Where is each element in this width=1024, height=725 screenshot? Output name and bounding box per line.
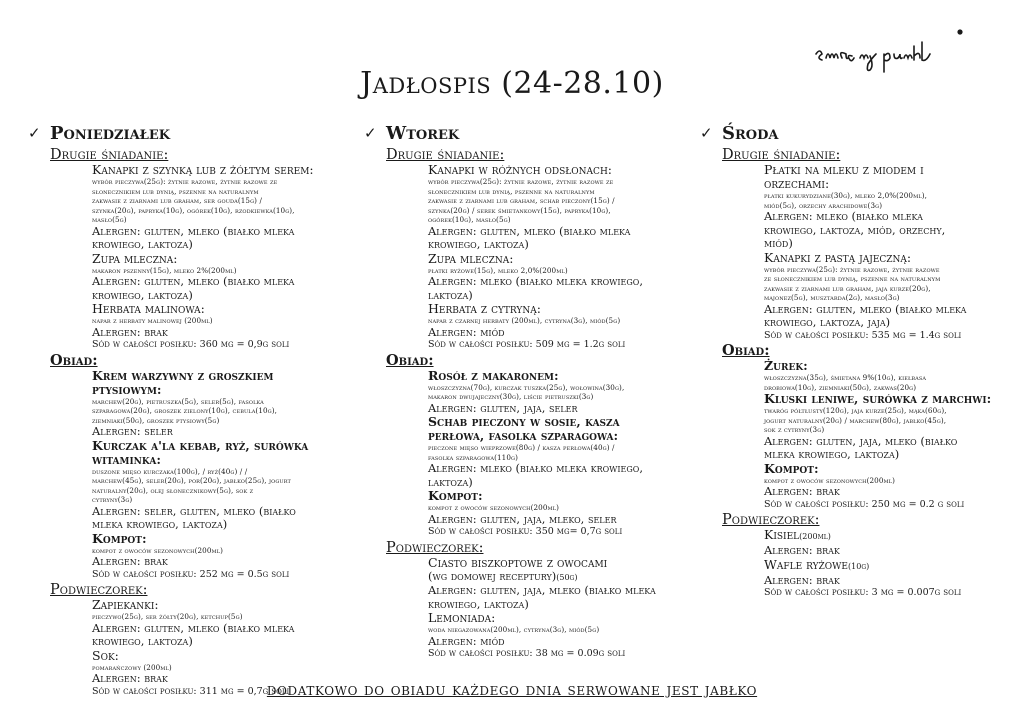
portion-size: (10g) — [848, 561, 870, 571]
ingredients-line — [92, 486, 328, 496]
dish-name-text: Kompot: — [764, 460, 819, 476]
meal-section — [700, 343, 1000, 511]
dish-name-text: Schab pieczony w sosie, kasza — [428, 414, 620, 429]
allergen-line-text: Alergen: gluten, jaja, mleko, seler — [428, 511, 617, 526]
ingredients-line-text: ogórek(10g), masło(5g) — [428, 215, 511, 224]
sodium-line-text: Sód w całości posiłku: 509 mg = 1.2g soli — [428, 339, 626, 350]
meal-section-title: Obiad: — [722, 342, 770, 359]
dish-name-text: Ciasto biszkoptowe z owocami — [428, 554, 608, 570]
note-line-text: mleka krowiego, laktoza) — [764, 447, 900, 461]
ingredients-line-text: fasolka szparagowa(110g) — [428, 452, 519, 462]
allergen-line — [92, 275, 328, 289]
sodium-line-text: Sód w całości posiłku: 252 mg = 0.5g soli — [92, 568, 290, 580]
dish-name-text: Herbata malinowa: — [92, 301, 205, 316]
ingredients-line-text: szparagowa(20g), groszek zielony(10g), cebula(10g), — [92, 406, 278, 415]
meal-section-title: Podwieczorek: — [386, 539, 484, 556]
ingredients-line-text: napar z czarnej herbaty (200ml), cytryna(3g), miód(5g) — [428, 316, 621, 325]
dish-name — [92, 453, 328, 467]
dish-name — [428, 429, 664, 443]
sodium-line — [92, 569, 328, 582]
ingredients-line-text: płatki ryżowe(15g), mleko 2,0%(200ml) — [428, 265, 568, 275]
dish-name-text: witaminka: — [92, 451, 161, 467]
note-line — [92, 289, 328, 303]
meal-section-title: Podwieczorek: — [50, 582, 148, 598]
ingredients-line-text: makaron dwujajeczny(30g), liście pietruszki(3g) — [428, 392, 594, 401]
ingredients-line — [92, 187, 328, 197]
sodium-line-text: Sód w całości posiłku: 3 mg = 0.007g soli — [764, 587, 962, 598]
allergen-line — [764, 303, 1000, 317]
portion-size: (50g) — [556, 572, 578, 582]
allergen-line — [764, 435, 1000, 449]
ingredients-line-text: kompot z owoców sezonowych(200ml) — [92, 545, 224, 555]
ingredients-line — [92, 196, 328, 206]
ingredients-line — [428, 187, 664, 197]
note-line — [92, 635, 328, 649]
sodium-line-text: Sód w całości posiłku: 350 mg= 0,7g soli — [428, 526, 623, 537]
note-line — [92, 238, 328, 252]
allergen-line — [428, 513, 664, 527]
ingredients-line-text: marchew(45g), seler(20g), por(20g), jabłko(25g), jogurt — [92, 476, 291, 485]
allergen-line — [764, 210, 1000, 224]
dish-name-text: Żurek: — [764, 358, 808, 373]
note-line-text: (wg domowej receptury) — [428, 568, 557, 583]
checkmark-icon: ✓ — [700, 124, 713, 142]
sodium-line — [428, 648, 664, 661]
allergen-line-text: Alergen: miód — [428, 324, 505, 339]
meal-section — [364, 540, 664, 661]
note-line — [428, 570, 664, 585]
dish-name — [92, 532, 328, 546]
allergen-line-text: Alergen: mleko (białko mleka — [764, 209, 923, 223]
allergen-line-text: Alergen: gluten, mleko (białko mleka — [428, 223, 631, 238]
note-line-text: krowiego, laktoza) — [92, 287, 193, 302]
allergen-line-text: Alergen: brak — [92, 324, 168, 339]
ingredients-line — [428, 383, 664, 393]
sodium-line-text: Sód w całości posiłku: 535 mg = 1.4g soli — [764, 329, 962, 341]
dish-name — [428, 252, 664, 266]
note-line-text: krowiego, laktoza) — [428, 596, 529, 611]
meal-section-title: Drugie śniadanie: — [722, 147, 841, 163]
dish-name — [92, 598, 328, 612]
ingredients-line — [764, 191, 1000, 201]
day-name: Środa — [722, 122, 779, 144]
ingredients-line-text: drobiowa(10g), ziemniaki(50g), zakwas(20g) — [764, 382, 917, 392]
sodium-line-text: Sód w całości posiłku: 250 mg = 0.2 g soli — [764, 498, 965, 510]
meal-section-title: Obiad: — [386, 351, 434, 369]
allergen-line — [92, 225, 328, 239]
ingredients-line-text: kompot z owoców sezonowych(200ml) — [428, 503, 560, 512]
allergen-line-text: Alergen: gluten, mleko (białko mleka — [92, 274, 295, 288]
dish-name — [764, 251, 1000, 265]
ingredients-line — [428, 196, 664, 206]
allergen-line — [92, 326, 328, 340]
dish-name — [428, 415, 664, 429]
ingredients-line-text: makaron pszenny(15g), mleko 2%(200ml) — [92, 265, 237, 275]
ingredients-line-text: płatki kukurydziane(30g), mleko 2,0%(200ml), — [764, 191, 928, 200]
ingredients-line-text: pomarańczowy (200ml) — [92, 662, 172, 672]
day-column-monday — [28, 120, 328, 698]
allergen-line — [428, 635, 664, 649]
allergen-line-text: Alergen: mleko (białko mleka krowiego, — [428, 461, 644, 475]
dish-name-text: Wafle ryżowe — [764, 556, 849, 572]
note-line — [428, 289, 664, 303]
ingredients-line-text: cytryny(3g) — [92, 495, 133, 504]
ingredients-line-text: miód(5g), orzechy arachidowe(3g) — [764, 200, 883, 210]
ingredients-line-text: napar z herbaty malinowej (200ml) — [92, 316, 213, 325]
footer-note — [0, 680, 1024, 700]
ingredients-line-text: woda niegazowana(200ml), cytryna(3g), miód(5g) — [428, 625, 600, 634]
ingredients-line — [92, 467, 328, 477]
ingredients-line — [92, 177, 328, 187]
dish-name — [92, 163, 328, 177]
sodium-line-text: Sód w całości posiłku: 38 mg = 0.09g soli — [428, 648, 626, 659]
meal-items — [92, 163, 328, 352]
dish-name — [428, 369, 664, 383]
dish-name — [764, 558, 1000, 574]
note-line-text: krowiego, laktoza) — [92, 237, 193, 251]
allergen-line — [764, 485, 1000, 499]
dish-name-text: Kanapki w różnych odsłonach: — [428, 162, 612, 177]
dish-name-text: Zupa mleczna: — [428, 250, 514, 266]
ingredients-line-text: ziemniaki(50g), groszek ptysiowy(5g) — [92, 415, 220, 425]
dish-name — [92, 302, 328, 316]
dish-name — [92, 649, 328, 663]
ingredients-line-text: sok z cytryny(3g) — [764, 425, 825, 434]
allergen-line-text: Alergen: brak — [764, 543, 840, 557]
dish-name — [92, 439, 328, 453]
sodium-line — [92, 339, 328, 352]
note-line-text: krowiego, laktoza) — [428, 237, 529, 251]
dish-name-text: Krem warzywny z groszkiem — [92, 367, 274, 383]
dish-name — [92, 369, 328, 383]
ingredients-line-text: twaróg półtłusty(120g), jaja kurze(25g), mąka(60g), — [764, 406, 947, 415]
day-header — [700, 120, 1000, 146]
allergen-line — [428, 225, 664, 239]
dish-name — [428, 302, 664, 316]
ingredients-line — [428, 443, 664, 453]
allergen-line — [428, 584, 664, 598]
allergen-line-text: Alergen: brak — [92, 554, 168, 568]
dish-name — [764, 177, 1000, 191]
ingredients-line — [92, 406, 328, 416]
sodium-line — [428, 526, 664, 539]
meal-section — [364, 147, 664, 352]
note-line-text: krowiego, laktoza, miód, orzechy, — [764, 222, 946, 237]
ingredients-line — [92, 476, 328, 486]
dish-name — [764, 392, 1000, 406]
sodium-line-text: Sód w całości posiłku: 311 mg = 0,7g soli — [92, 685, 290, 697]
sodium-line — [764, 499, 1000, 512]
allergen-line-text: Alergen: gluten, mleko (białko mleka — [92, 223, 295, 238]
ingredients-line-text: zakwasie z ziarnami lub graham, jaja kurze(20g), — [764, 283, 931, 293]
dish-name — [428, 556, 664, 570]
ingredients-line-text: masło(5g) — [92, 215, 127, 224]
allergen-line-text: Alergen: gluten, jaja, mleko (białko — [764, 433, 958, 448]
dish-name — [764, 359, 1000, 373]
dish-name — [764, 528, 1000, 544]
allergen-line-text: Alergen: gluten, mleko (białko mleka — [764, 301, 967, 316]
day-name: Poniedziałek — [50, 122, 171, 144]
dish-name — [764, 462, 1000, 476]
dish-name — [92, 383, 328, 397]
ingredients-line-text: kompot z owoców sezonowych(200ml) — [764, 475, 896, 485]
ingredients-line-text: wybór pieczywa(25g): żytnie razowe, żytnie razowe ze — [92, 177, 278, 186]
dish-name — [428, 163, 664, 177]
allergen-line-text: Alergen: brak — [764, 484, 840, 498]
ingredients-line — [92, 206, 328, 216]
footer-text: dodatkowo do obiadu każdego dnia serwowane jest jabłko — [266, 680, 758, 700]
dish-name — [428, 611, 664, 625]
dish-name-text: orzechami: — [764, 176, 830, 191]
day-column-tuesday — [364, 120, 664, 661]
note-line-text: mleka krowiego, laktoza) — [92, 517, 228, 531]
allergen-line-text: Alergen: mleko (białko mleka krowiego, — [428, 274, 644, 288]
note-line — [764, 237, 1000, 251]
ingredients-line-text: majonez(5g), musztarda(2g), masło(3g) — [764, 293, 900, 302]
meal-section — [700, 147, 1000, 342]
meal-section — [28, 147, 328, 352]
ingredients-line-text: szynka(20g), papryka(10g), ogórek(10g), rzodkiewka(10g), — [92, 205, 295, 215]
ingredients-line-text: duszone mięso kurczaka(100g), / ryż(40g) / / — [92, 466, 248, 476]
ingredients-line — [764, 406, 1000, 416]
meal-items — [428, 556, 664, 661]
note-line — [764, 448, 1000, 462]
dish-name-text: Płatki na mleku z miodem i — [764, 162, 924, 177]
dish-name-text: Kanapki z szynką lub z żółtym serem: — [92, 162, 314, 177]
allergen-line — [92, 505, 328, 519]
ingredients-line — [764, 274, 1000, 284]
ingredients-line-text: jogurt naturalny(20g) / marchew(80g), jabłko(45g), — [764, 415, 947, 425]
ingredients-line-text: słonecznikiem lub dynią, pszenne na naturalnym — [428, 186, 595, 196]
allergen-line — [92, 622, 328, 636]
allergen-line-text: Alergen: seler, gluten, mleko (białko — [92, 503, 296, 518]
note-line — [764, 224, 1000, 238]
ingredients-line-text: marchew(20g), pietruszka(5g), seler(5g), fasolka — [92, 396, 264, 406]
ingredients-line — [92, 397, 328, 407]
dish-name-text: Zupa mleczna: — [92, 250, 178, 266]
allergen-line-text: Alergen: seler — [92, 424, 173, 438]
dish-name — [764, 163, 1000, 177]
allergen-line-text: Alergen: gluten, jaja, seler — [428, 400, 578, 415]
allergen-line — [764, 544, 1000, 558]
ingredients-line — [764, 284, 1000, 294]
note-line-text: laktoza) — [428, 287, 473, 302]
note-line — [428, 476, 664, 490]
dish-name-text: Kompot: — [92, 530, 147, 546]
allergen-line — [428, 326, 664, 340]
ingredients-line-text: słonecznikiem lub dynią, pszenne na naturalnym — [92, 186, 259, 196]
ingredients-line-text: pieczone mięso wieprzowe(80g) / kasza perłowa(40g) / — [428, 443, 615, 452]
sodium-line — [428, 339, 664, 352]
sodium-line — [764, 330, 1000, 343]
meal-items — [764, 163, 1000, 342]
dish-name-text: Sok: — [92, 647, 119, 663]
ingredients-line-text: włoszczyzna(35g), śmietana 9%(10g), kiełbasa — [764, 373, 927, 382]
dish-name-text: Herbata z cytryną: — [428, 301, 541, 316]
ingredients-line — [428, 177, 664, 187]
note-line-text: laktoza) — [428, 474, 473, 489]
dish-name-text: Kisiel — [764, 527, 800, 542]
ingredients-line-text: wybór pieczywa(25g): żytnie razowe, żytnie razowe — [764, 264, 940, 274]
ingredients-line-text: szynka(20g) / serek śmietankowy(15g), papryka(10g), — [428, 205, 611, 215]
allergen-line — [428, 462, 664, 476]
day-header — [364, 120, 664, 146]
ingredients-line-text: wybór pieczywa(25g): żytnie razowe, żytnie razowe ze — [428, 177, 614, 186]
meal-items — [92, 369, 328, 582]
dish-name — [428, 489, 664, 503]
day-name: Wtorek — [386, 122, 460, 144]
allergen-line-text: Alergen: gluten, jaja, mleko (białko mleka — [428, 583, 656, 597]
meal-items — [428, 369, 664, 539]
dish-name-text: Kompot: — [428, 488, 483, 503]
day-header — [28, 120, 328, 146]
meal-section — [364, 353, 664, 539]
allergen-line-text: Alergen: gluten, mleko (białko mleka — [92, 620, 295, 635]
checkmark-icon: ✓ — [28, 124, 41, 142]
meal-section — [700, 512, 1000, 600]
checkmark-icon: ✓ — [364, 124, 377, 142]
menu-title: Jadłospis (24-28.10) — [360, 66, 664, 101]
meal-items — [428, 163, 664, 352]
dish-name-text: perłowa, fasolka szparagowa: — [428, 428, 619, 443]
dish-name — [92, 252, 328, 266]
ingredients-line-text: pieczywo(25g), ser żółty(20g), ketchup(5g) — [92, 612, 243, 621]
meal-items — [764, 528, 1000, 600]
sodium-line — [764, 587, 1000, 600]
dish-name-text: Kanapki z pastą jajeczną: — [764, 249, 912, 265]
note-line — [92, 518, 328, 532]
dish-name-text: Lemoniada: — [428, 610, 496, 625]
meal-section-title: Drugie śniadanie: — [386, 147, 505, 163]
meal-section-title: Podwieczorek: — [722, 512, 820, 528]
ingredients-line-text: zakwasie z ziarnami lub graham, schab pieczony(15g) / — [428, 196, 615, 205]
allergen-line — [428, 275, 664, 289]
ingredients-line — [428, 206, 664, 216]
ingredients-line-text: włoszczyzna(70g), kurczak tuszka(25g), wołowina(30g), — [428, 382, 625, 392]
ingredients-line — [764, 416, 1000, 426]
meal-items — [764, 359, 1000, 511]
ingredients-line — [764, 373, 1000, 383]
day-column-wednesday — [700, 120, 1000, 600]
note-line — [428, 238, 664, 252]
allergen-line — [428, 402, 664, 416]
allergen-line-text: Alergen: brak — [92, 671, 168, 685]
note-line-text: miód) — [764, 236, 793, 250]
allergen-line — [92, 425, 328, 439]
ingredients-line-text: naturalny(20g), olej słonecznikowy(5g), sok z — [92, 485, 254, 495]
allergen-line — [764, 574, 1000, 588]
dish-name-text: ptysiowym: — [92, 381, 162, 397]
meal-section-title: Drugie śniadanie: — [50, 147, 169, 163]
portion-size: (200ml) — [799, 532, 831, 541]
dish-name-text: Kurczak a'la kebab, ryż, surówka — [92, 437, 309, 453]
allergen-line-text: Alergen: brak — [764, 572, 840, 587]
note-line-text: krowiego, laktoza) — [92, 634, 193, 648]
dish-name-text: Kluski leniwe, surówka z marchwi: — [764, 391, 992, 406]
meal-section — [28, 353, 328, 582]
meal-section-title: Obiad: — [50, 351, 98, 369]
ingredients-line — [764, 265, 1000, 275]
note-line-text: krowiego, laktoza, jaja) — [764, 315, 891, 329]
dish-name-text: Rosół z makaronem: — [428, 367, 559, 383]
dish-name-text: Zapiekanki: — [92, 597, 159, 612]
ingredients-line-text: zakwasie z ziarnami lub graham, ser gouda(15g) / — [92, 196, 262, 205]
note-line — [428, 598, 664, 612]
allergen-line — [92, 555, 328, 569]
ingredients-line-text: ze słonecznikiem lub dynią, pszenne na naturalnym — [764, 274, 941, 283]
allergen-line-text: Alergen: miód — [428, 633, 505, 648]
sodium-line-text: Sód w całości posiłku: 360 mg = 0,9g soli — [92, 339, 290, 350]
note-line — [764, 316, 1000, 330]
